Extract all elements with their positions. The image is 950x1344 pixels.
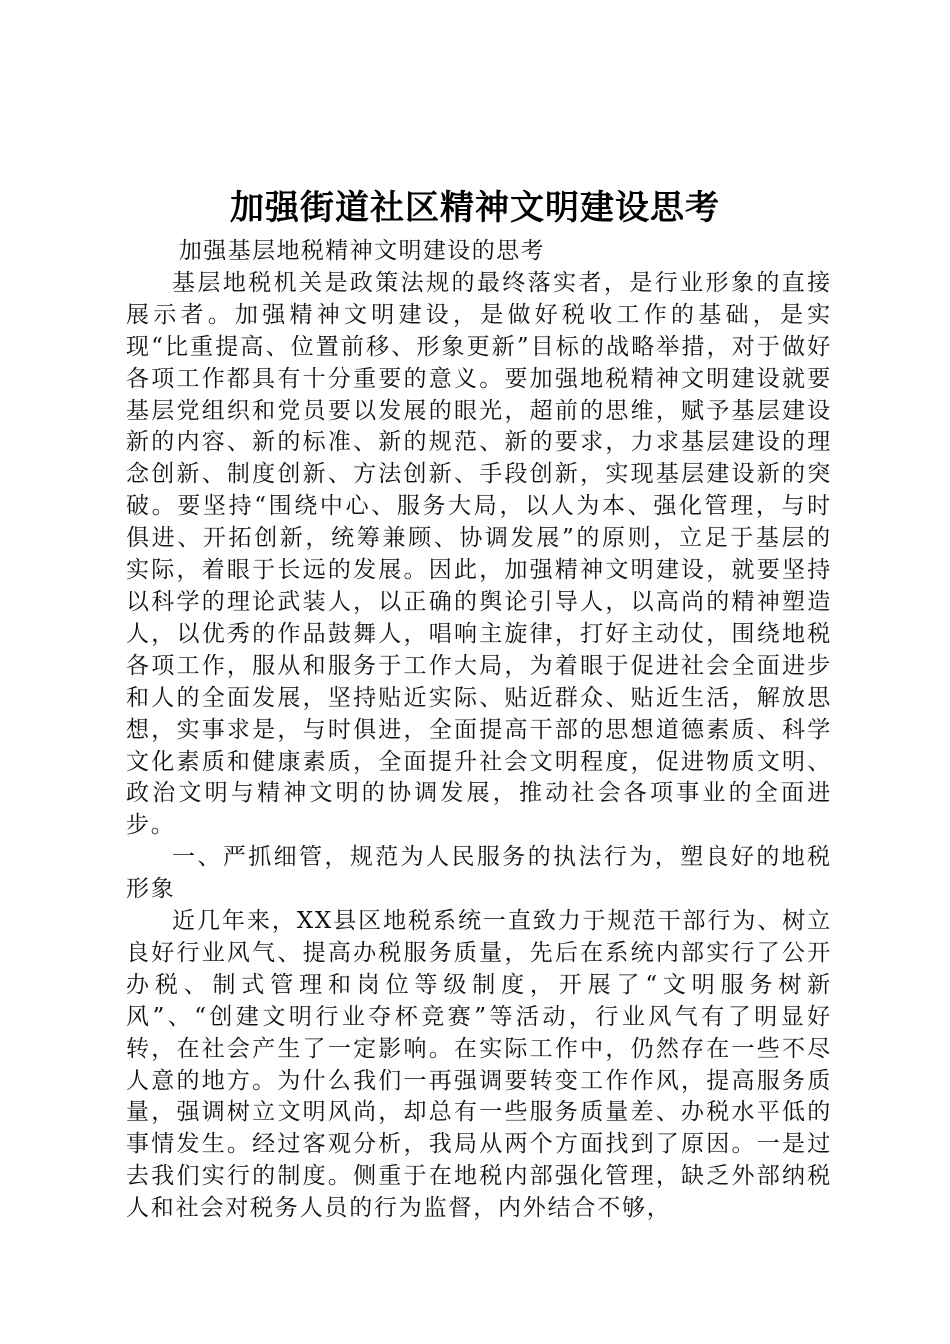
paragraph-section-1: 近几年来，XX县区地税系统一直致力于规范干部行为、树立良好行业风气、提高办税服务质量，先后在系统内部实行了公开办税、制式管理和岗位等级制度，开展了“文明服务树新风”、“创建文明行业夺杯竞赛”等活动，行业风气有了明显好转，在社会产生了一定影响。在实际工作中，仍然存在一些不尽人意的地方。为什么我们一再强调要转变工作作风，提高服务质量，强调树立文明风尚，却总有一些服务质量差、办税水平低的事情发生。经过客观分析，我局从两个方面找到了原因。一是过去我们实行的制度。侧重于在地税内部强化管理，缺乏外部纳税人和社会对税务人员的行为监督，内外结合不够， — [126, 908, 832, 1222]
section-heading-1: 一、严抓细管，规范为人民服务的执法行为，塑良好的地税形象 — [126, 844, 832, 903]
paragraph-intro: 基层地税机关是政策法规的最终落实者，是行业形象的直接展示者。加强精神文明建设，是做好税收工作的基础，是实现“比重提高、位置前移、形象更新”目标的战略举措，对于做好各项工作都具有十分重要的意义。要加强地税精神文明建设就要基层党组织和党员要以发展的眼光，超前的思维，赋予基层建设新的内容、新的标准、新的规范、新的要求，力求基层建设的理念创新、制度创新、方法创新、手段创新，实现基层建设新的突破。要坚持“围绕中心、服务大局，以人为本、强化管理，与时俱进、开拓创新，统筹兼顾、协调发展”的原则，立足于基层的实际，着眼于长远的发展。因此，加强精神文明建设，就要坚持以科学的理论武装人，以正确的舆论引导人，以高尚的精神塑造人，以优秀的作品鼓舞人，唱响主旋律，打好主动仗，围绕地税各项工作，服从和服务于工作大局，为着眼于促进社会全面进步和人的全面发展，坚持贴近实际、贴近群众、贴近生活，解放思想，实事求是，与时俱进，全面提高干部的思想道德素质、科学文化素质和健康素质，全面提升社会文明程度，促进物质文明、政治文明与精神文明的协调发展，推动社会各项事业的全面进步。 — [126, 269, 832, 839]
document-subtitle: 加强基层地税精神文明建设的思考 — [178, 238, 545, 264]
document-title: 加强街道社区精神文明建设思考 — [230, 188, 720, 228]
document-body — [126, 236, 832, 1225]
